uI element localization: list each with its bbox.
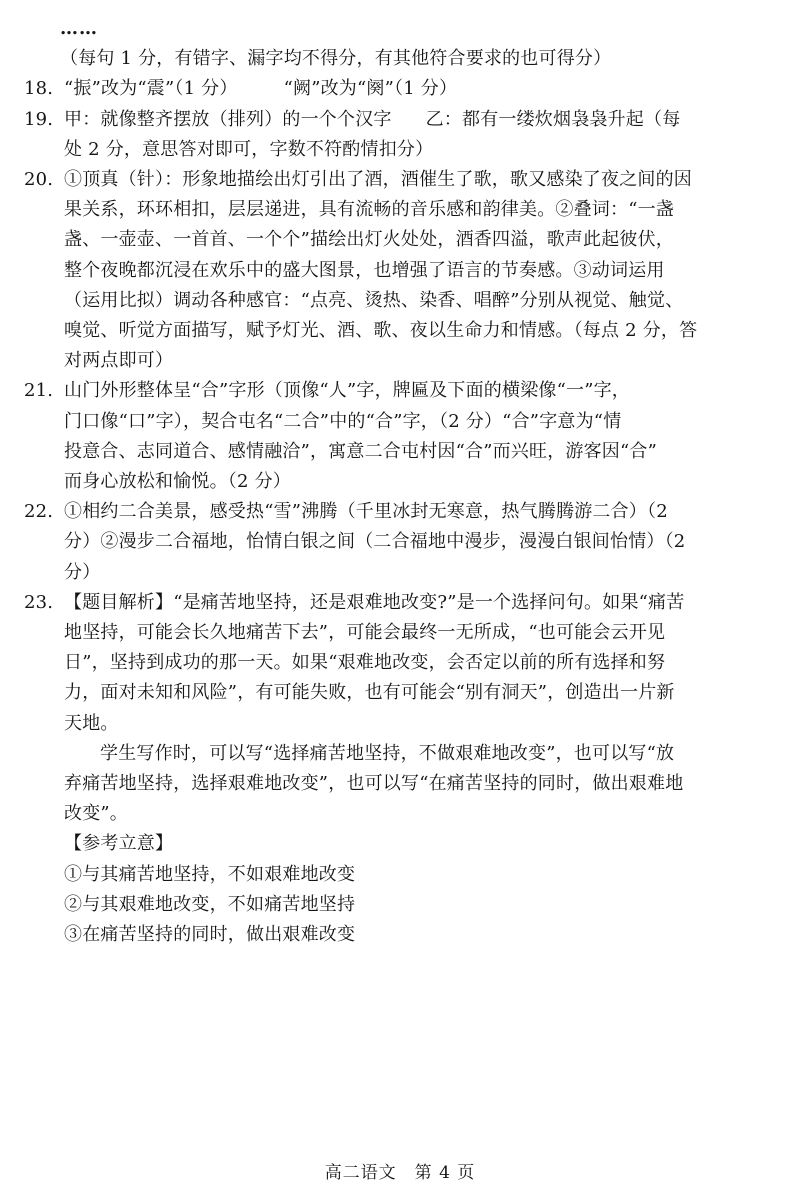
question-number: 23. [24,591,54,613]
scoring-note: （每句 1 分，有错字、漏字均不得分，有其他符合要求的也可得分） [60,48,612,70]
reference-item-1: ①与其痛苦地坚持，不如艰难地改变 [64,863,356,885]
answer-20-line2: 果关系，环环相扣，层层递进，具有流畅的音乐感和韵律美。②叠词：“一盏 [64,199,674,221]
answer-22-line2: 分）②漫步二合福地，怡情白银之间（二合福地中漫步，漫漫白银间怡情）（2 [64,531,686,553]
answer-18-part2: “阙”改为“阕”（1 分） [283,78,458,100]
answer-21-line2: 门口像“口”字），契合屯名“二合”中的“合”字，（2 分）“合”字意为“情 [64,410,622,432]
answer-20-line3: 盏、一壶壶、一首首、一个个”描绘出灯火处处，酒香四溢，歌声此起彼伏， [64,229,674,251]
answer-22-line3: 分） [64,561,101,583]
answer-23-line1: 23. 【题目解析】“是痛苦地坚持，还是艰难地改变?”是一个选择问句。如果“痛苦 [24,588,778,618]
question-number: 20. [24,169,54,191]
question-number: 21. [24,380,54,402]
answer-22-line1: 22. ①相约二合美景，感受热“雪”沸腾（千里冰封无寒意，热气腾腾游二合）（2 [24,497,778,527]
answer-23-line2: 地坚持，可能会长久地痛苦下去”，可能会最终一无所成，“也可能会云开见 [64,622,666,644]
answer-21-line4: 而身心放松和愉悦。（2 分） [64,471,291,493]
answer-19-yi: 乙：都有一缕炊烟袅袅升起（每 [425,108,681,130]
answer-23-line3: 日”，坚持到成功的那一天。如果“艰难地改变，会否定以前的所有选择和努 [64,652,666,674]
answer-20-line5: （运用比拟）调动各种感官：“点亮、烫热、染香、唱醉”分别从视觉、触觉、 [64,289,684,311]
answer-23-line4: 力，面对未知和风险”，有可能失败，也有可能会“别有洞天”，创造出一片新 [64,682,675,704]
answer-23-para2-line2: 弃痛苦地坚持，选择艰难地改变”，也可以写“在痛苦坚持的同时，做出艰难地 [64,773,684,795]
answer-23-para2-line1: 学生写作时，可以写“选择痛苦地坚持，不做艰难地改变”，也可以写“放 [100,742,675,764]
reference-item-3: ③在痛苦坚持的同时，做出艰难改变 [64,924,356,946]
answer-19-line1 [24,105,778,135]
answer-18 [24,74,778,104]
question-number: 22. [24,501,54,523]
answer-19-jia: 甲：就像整齐摆放（排列）的一个个汉字 [64,108,392,130]
reference-item-2: ②与其艰难地改变，不如痛苦地坚持 [64,893,356,915]
answer-18-part1: “振”改为“震”（1 分） [64,78,238,100]
answer-21-line1: 21. 山门外形整体呈“合”字形（顶像“人”字，牌匾及下面的横梁像“一”字， [24,376,778,406]
reference-title: 【参考立意】 [64,833,174,855]
answer-20-line4: 整个夜晚都沉浸在欢乐中的盛大图景，也增强了语言的节奏感。③动词运用 [64,259,665,281]
answer-23-para2-line3: 改变”。 [64,803,129,825]
page-footer: 高二语文 第 4 页 [324,1163,476,1183]
answer-19-line2: 处 2 分，意思答对即可，字数不符酌情扣分） [64,138,434,160]
question-number: 19. [24,108,54,130]
answer-20-line1: 20. ①顶真（针）：形象地描绘出灯引出了酒，酒催生了歌，歌又感染了夜之间的因 [24,165,778,195]
question-number: 18. [24,78,54,100]
answer-23-line5: 天地。 [64,712,119,734]
answer-20-line7: 对两点即可） [64,350,174,372]
answer-20-line6: 嗅觉、听觉方面描写，赋予灯光、酒、歌、夜以生命力和情感。（每点 2 分，答 [64,320,698,342]
ellipsis-line: …… [60,18,98,39]
answer-21-line3: 投意合、志同道合、感情融洽”，寓意二合屯村因“合”而兴旺，游客因“合” [64,440,658,462]
